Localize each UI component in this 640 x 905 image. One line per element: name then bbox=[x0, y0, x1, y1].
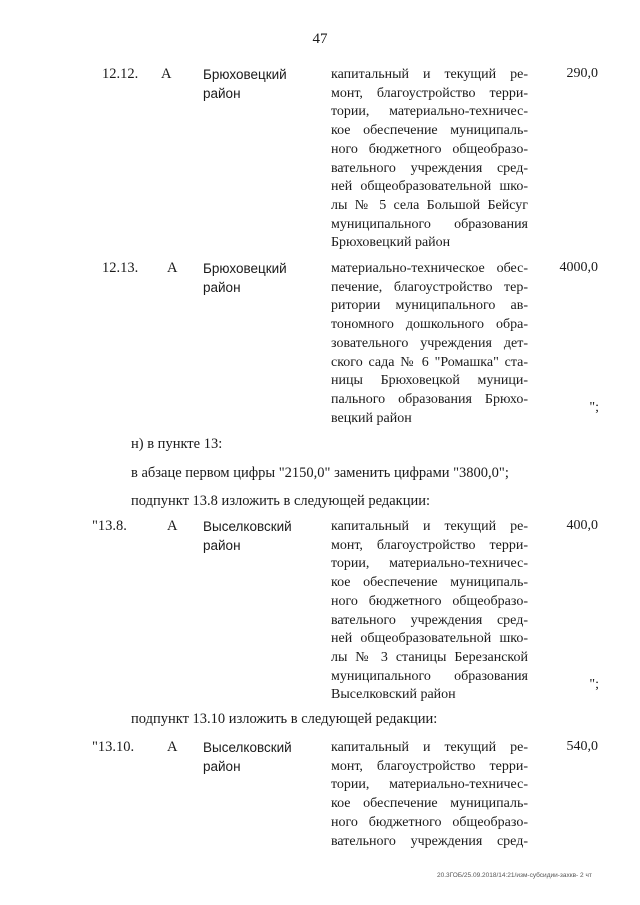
paragraph: н) в пункте 13: bbox=[131, 436, 223, 452]
municipality-line: Брюховецкий bbox=[203, 261, 287, 276]
row-letter: А bbox=[167, 739, 178, 755]
description-line: ного бюджетного общеобразо- bbox=[331, 593, 528, 609]
description-line: ного бюджетного общеобразо- bbox=[331, 141, 528, 157]
description-line: тории, материально-техничес- bbox=[331, 104, 528, 120]
row-number: "13.8. bbox=[92, 518, 127, 534]
description-line: монт, благоустройство терри- bbox=[331, 758, 528, 774]
description-line: ного бюджетного общеобразо- bbox=[331, 814, 528, 830]
paragraph: подпункт 13.8 изложить в следующей редакции: bbox=[131, 493, 431, 509]
amount: 290,0 bbox=[566, 66, 598, 81]
municipality bbox=[203, 66, 318, 103]
municipality-line: район bbox=[203, 537, 241, 553]
row-number: "13.10. bbox=[92, 739, 135, 755]
description-line: ритории муниципального ав- bbox=[331, 298, 528, 314]
municipality bbox=[203, 739, 318, 776]
page-number: 47 bbox=[312, 31, 328, 47]
row-letter: А bbox=[167, 260, 178, 276]
description bbox=[331, 518, 528, 705]
municipality-line: район bbox=[203, 85, 241, 101]
description bbox=[331, 66, 528, 253]
amount: 540,0 bbox=[566, 739, 598, 754]
description-line: ней общеобразовательной шко- bbox=[331, 631, 528, 647]
description bbox=[331, 739, 528, 851]
row-number: 12.13. bbox=[102, 260, 139, 276]
description-line: вательного учреждения сред- bbox=[331, 833, 528, 849]
description-line: тории, материально-техничес- bbox=[331, 556, 528, 572]
description-line: Брюховецкий район bbox=[331, 235, 451, 251]
row-number: 12.12. bbox=[102, 66, 139, 82]
description-line: капитальный и текущий ре- bbox=[331, 67, 528, 82]
description-line: материально-техническое обес- bbox=[331, 261, 528, 276]
description-line: муниципального образования bbox=[331, 668, 528, 684]
description-line: монт, благоустройство терри- bbox=[331, 537, 528, 553]
description-line: лы № 5 села Большой Бейсуг bbox=[331, 197, 528, 213]
description-line: ского сада № 6 "Ромашка" ста- bbox=[331, 354, 528, 370]
paragraph: подпункт 13.10 изложить в следующей редакции: bbox=[131, 711, 438, 727]
description-line: тории, материально-техничес- bbox=[331, 777, 528, 793]
row-letter: А bbox=[161, 66, 172, 82]
description-line: кое обеспечение муниципаль- bbox=[331, 796, 528, 812]
description-line: зовательного учреждения дет- bbox=[331, 335, 528, 351]
paragraph: в абзаце первом цифры "2150,0" заменить цифрами "3800,0"; bbox=[131, 465, 509, 481]
amount: 4000,0 bbox=[559, 260, 598, 275]
municipality-line: Выселковский bbox=[203, 519, 292, 534]
description-line: вательного учреждения сред- bbox=[331, 612, 528, 628]
description-line: пального образования Брюхо- bbox=[331, 391, 528, 407]
row-letter: А bbox=[167, 518, 178, 534]
municipality bbox=[203, 260, 318, 297]
amount: 400,0 bbox=[566, 518, 598, 533]
municipality-line: район bbox=[203, 758, 241, 774]
closing-quote: "; bbox=[589, 677, 599, 692]
municipality bbox=[203, 518, 318, 555]
description-line: капитальный и текущий ре- bbox=[331, 740, 528, 755]
description-line: ницы Брюховецкой муници- bbox=[331, 373, 528, 389]
description-line: муниципального образования bbox=[331, 216, 528, 232]
description-line: кое обеспечение муниципаль- bbox=[331, 123, 528, 139]
description-line: печение, благоустройство тер- bbox=[331, 279, 528, 295]
description-line: вательного учреждения сред- bbox=[331, 160, 528, 176]
description-line: кое обеспечение муниципаль- bbox=[331, 575, 528, 591]
description-line: капитальный и текущий ре- bbox=[331, 519, 528, 534]
municipality-line: район bbox=[203, 279, 241, 295]
closing-quote: "; bbox=[589, 400, 599, 415]
municipality-line: Брюховецкий bbox=[203, 67, 287, 82]
footer-file-stamp: 20.3ГОБ/25.09.2018/14:21/изм-субсидии-захкв- 2 чт bbox=[437, 872, 592, 879]
municipality-line: Выселковский bbox=[203, 740, 292, 755]
description-line: Выселковский район bbox=[331, 687, 456, 703]
description-line: лы № 3 станицы Березанской bbox=[331, 649, 528, 665]
description bbox=[331, 260, 528, 428]
description-line: вецкий район bbox=[331, 410, 412, 426]
description-line: монт, благоустройство терри- bbox=[331, 85, 528, 101]
description-line: ней общеобразовательной шко- bbox=[331, 179, 528, 195]
description-line: тономного дошкольного обра- bbox=[331, 317, 528, 333]
